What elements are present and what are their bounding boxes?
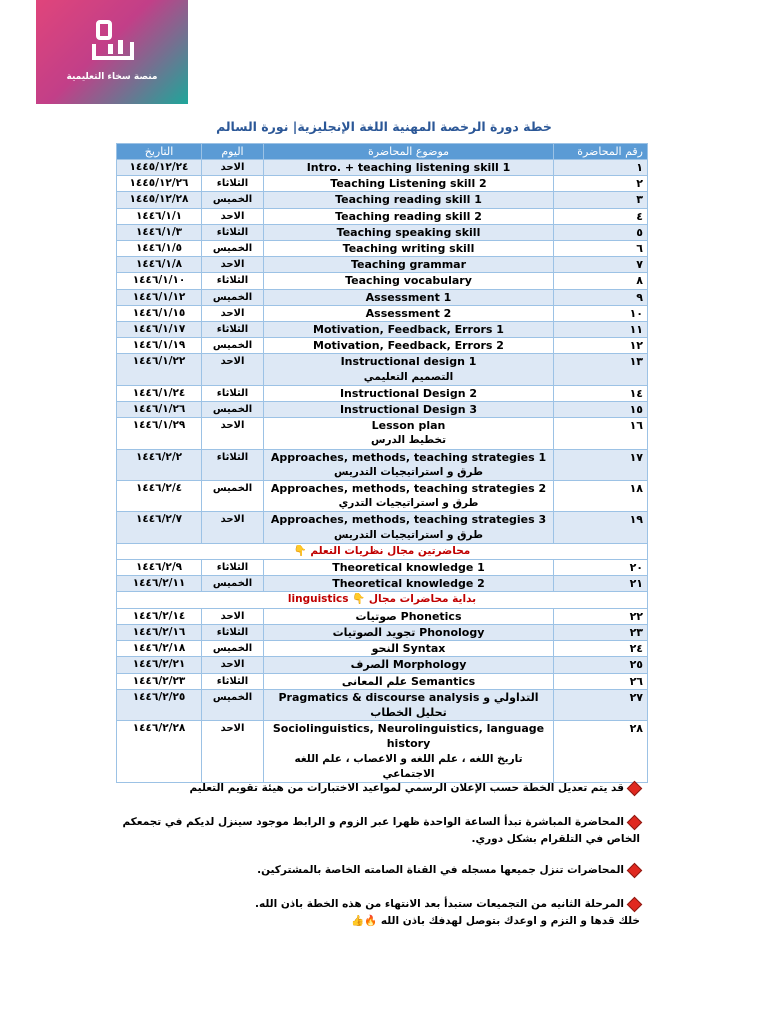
lecture-date: ١٤٤٦/١/١٩ bbox=[117, 338, 202, 354]
closing-text: خلك قدها و التزم و اوعدك بتوصل لهدفك باذن الله bbox=[380, 915, 640, 927]
note-item bbox=[110, 896, 640, 913]
red-diamond-icon bbox=[627, 862, 643, 878]
lecture-number: ٢٨ bbox=[554, 721, 648, 783]
note-text: المرحلة الثانيه من التجميعات ستبدأ بعد الانتهاء من هذه الخطة باذن الله. bbox=[254, 898, 624, 910]
lecture-day: الخميس bbox=[202, 689, 264, 720]
topic-arabic-subtitle: تخطيط الدرس bbox=[370, 434, 447, 447]
note-text: المحاضرات تنزل جميعها مسجله في القناة الصامته الخاصة بالمشتركين. bbox=[257, 864, 624, 876]
topic-title: Motivation, Feedback, Errors 1 bbox=[313, 323, 504, 337]
topic-title: Intro. + teaching listening skill 1 bbox=[306, 161, 511, 174]
lecture-number: ٦ bbox=[554, 241, 648, 257]
lecture-number: ٢٦ bbox=[554, 673, 648, 689]
topic-title: Lesson plan bbox=[371, 419, 446, 433]
lecture-number: ٢ bbox=[554, 176, 648, 192]
header-date: التاريخ bbox=[117, 144, 202, 160]
lecture-number: ٩ bbox=[554, 289, 648, 305]
table-row bbox=[117, 273, 648, 289]
lecture-number: ٣ bbox=[554, 192, 648, 208]
table-row bbox=[117, 322, 648, 338]
lecture-day: الثلاثاء bbox=[202, 449, 264, 480]
table-row bbox=[117, 338, 648, 354]
lecture-day: الاحد bbox=[202, 657, 264, 673]
lecture-topic bbox=[264, 481, 554, 512]
lecture-topic bbox=[264, 418, 554, 449]
table-row bbox=[117, 512, 648, 543]
lecture-date: ١٤٤٦/١/١٠ bbox=[117, 273, 202, 289]
brand-logo-mark bbox=[90, 18, 136, 64]
note-item bbox=[110, 862, 640, 879]
topic-title: Approaches, methods, teaching strategies 1 bbox=[270, 450, 547, 464]
lecture-topic bbox=[264, 402, 554, 418]
lecture-number: ٢١ bbox=[554, 576, 648, 592]
lecture-topic bbox=[264, 641, 554, 657]
table-row bbox=[117, 402, 648, 418]
lecture-day: الثلاثاء bbox=[202, 322, 264, 338]
lecture-day: الثلاثاء bbox=[202, 624, 264, 640]
lecture-day: الخميس bbox=[202, 641, 264, 657]
lecture-date: ١٤٤٦/١/١٥ bbox=[117, 305, 202, 321]
topic-arabic-subtitle: تاريخ اللغه ، علم اللغه و الاعصاب ، علم اللغه الاجتماعي bbox=[294, 752, 523, 780]
lecture-date: ١٤٤٦/١/٢٦ bbox=[117, 402, 202, 418]
note-text: قد يتم تعديل الخطة حسب الإعلان الرسمي لمواعيد الاختبارات من هيئة تقويم التعليم bbox=[189, 782, 624, 794]
section-row bbox=[117, 543, 648, 559]
lecture-day: الاحد bbox=[202, 512, 264, 543]
table-row bbox=[117, 673, 648, 689]
lecture-date: ١٤٤٦/١/٣ bbox=[117, 224, 202, 240]
table-row bbox=[117, 560, 648, 576]
lecture-day: الثلاثاء bbox=[202, 385, 264, 401]
lecture-topic bbox=[264, 257, 554, 273]
lecture-topic bbox=[264, 385, 554, 401]
topic-title: Teaching grammar bbox=[350, 258, 467, 272]
header-lecture-number: رقم المحاضرة bbox=[554, 144, 648, 160]
topic-title: تجويد الصوتيات Phonology bbox=[332, 625, 485, 639]
brand-name: منصة سخاء التعليمية bbox=[66, 72, 158, 82]
lecture-topic bbox=[264, 322, 554, 338]
lecture-number: ١٧ bbox=[554, 449, 648, 480]
lecture-topic bbox=[264, 192, 554, 208]
lecture-number: ١٨ bbox=[554, 481, 648, 512]
lecture-number: ١٢ bbox=[554, 338, 648, 354]
topic-arabic-subtitle: طرق و استراتيجيات التدريس bbox=[334, 465, 483, 478]
header-day: اليوم bbox=[202, 144, 264, 160]
table-row bbox=[117, 241, 648, 257]
lecture-number: ١ bbox=[554, 160, 648, 176]
course-plan-table bbox=[116, 143, 648, 783]
topic-arabic-subtitle: طرق و استراتيجيات التدري bbox=[338, 497, 479, 510]
topic-title: علم المعانى Semantics bbox=[341, 674, 476, 688]
topic-title: Teaching writing skill bbox=[342, 242, 475, 256]
lecture-day: الخميس bbox=[202, 192, 264, 208]
fire-thumbs-up-icon: 🔥👍 bbox=[351, 915, 378, 927]
lecture-topic bbox=[264, 673, 554, 689]
table-row bbox=[117, 208, 648, 224]
lecture-topic bbox=[264, 512, 554, 543]
note-item bbox=[110, 780, 640, 797]
lecture-number: ٨ bbox=[554, 273, 648, 289]
topic-title: Instructional Design 2 bbox=[339, 386, 478, 400]
table-row bbox=[117, 385, 648, 401]
lecture-number: ١٩ bbox=[554, 512, 648, 543]
lecture-day: الثلاثاء bbox=[202, 224, 264, 240]
lecture-date: ١٤٤٦/٢/٢٨ bbox=[117, 721, 202, 783]
table-row bbox=[117, 305, 648, 321]
topic-title: الصرف Morphology bbox=[350, 658, 467, 672]
lecture-date: ١٤٤٦/١/١٧ bbox=[117, 322, 202, 338]
section-label: محاضرتين مجال نظريات التعلم 👇 bbox=[117, 543, 648, 559]
lecture-number: ١٣ bbox=[554, 354, 648, 385]
table-row bbox=[117, 224, 648, 240]
lecture-date: ١٤٤٥/١٢/٢٤ bbox=[117, 160, 202, 176]
lecture-topic bbox=[264, 560, 554, 576]
lecture-date: ١٤٤٦/١/٢٩ bbox=[117, 418, 202, 449]
lecture-number: ٢٣ bbox=[554, 624, 648, 640]
lecture-topic bbox=[264, 689, 554, 720]
table-row bbox=[117, 657, 648, 673]
topic-title: Teaching Listening skill 2 bbox=[330, 177, 487, 191]
lecture-date: ١٤٤٦/١/٨ bbox=[117, 257, 202, 273]
lecture-topic bbox=[264, 576, 554, 592]
lecture-day: الاحد bbox=[202, 354, 264, 385]
topic-title: النحو Syntax bbox=[371, 642, 446, 656]
lecture-day: الخميس bbox=[202, 402, 264, 418]
lecture-date: ١٤٤٦/٢/٢١ bbox=[117, 657, 202, 673]
topic-title: Sociolinguistics, Neurolinguistics, language history bbox=[272, 722, 545, 751]
lecture-date: ١٤٤٦/٢/١١ bbox=[117, 576, 202, 592]
lecture-topic bbox=[264, 721, 554, 783]
lecture-number: ٤ bbox=[554, 208, 648, 224]
table-row bbox=[117, 257, 648, 273]
lecture-number: ٢٢ bbox=[554, 608, 648, 624]
lecture-date: ١٤٤٦/٢/٧ bbox=[117, 512, 202, 543]
lecture-day: الخميس bbox=[202, 241, 264, 257]
table-row bbox=[117, 576, 648, 592]
table-header-row bbox=[117, 144, 648, 160]
lecture-number: ٢٠ bbox=[554, 560, 648, 576]
topic-arabic-subtitle: طرق و استراتيجيات التدريس bbox=[334, 528, 483, 541]
section-row bbox=[117, 592, 648, 608]
topic-title: Teaching reading skill 1 bbox=[335, 193, 482, 207]
lecture-topic bbox=[264, 208, 554, 224]
lecture-topic bbox=[264, 354, 554, 385]
lecture-date: ١٤٤٦/١/١ bbox=[117, 208, 202, 224]
lecture-number: ١٤ bbox=[554, 385, 648, 401]
lecture-day: الثلاثاء bbox=[202, 673, 264, 689]
lecture-day: الاحد bbox=[202, 160, 264, 176]
table-row bbox=[117, 418, 648, 449]
lecture-day: الاحد bbox=[202, 305, 264, 321]
table-row bbox=[117, 192, 648, 208]
lecture-date: ١٤٤٥/١٢/٢٦ bbox=[117, 176, 202, 192]
lecture-day: الاحد bbox=[202, 257, 264, 273]
lecture-topic bbox=[264, 176, 554, 192]
lecture-day: الاحد bbox=[202, 608, 264, 624]
red-diamond-icon bbox=[627, 780, 643, 796]
table-row bbox=[117, 721, 648, 783]
lecture-number: ١٥ bbox=[554, 402, 648, 418]
lecture-date: ١٤٤٥/١٢/٢٨ bbox=[117, 192, 202, 208]
note-item bbox=[110, 814, 640, 848]
lecture-date: ١٤٤٦/١/١٢ bbox=[117, 289, 202, 305]
lecture-topic bbox=[264, 224, 554, 240]
topic-title: Approaches, methods, teaching strategies 3 bbox=[270, 513, 547, 527]
lecture-day: الثلاثاء bbox=[202, 560, 264, 576]
topic-title: Teaching speaking skill bbox=[336, 225, 481, 239]
topic-title: Motivation, Feedback, Errors 2 bbox=[313, 339, 504, 353]
lecture-day: الثلاثاء bbox=[202, 273, 264, 289]
lecture-date: ١٤٤٦/٢/١٨ bbox=[117, 641, 202, 657]
lecture-date: ١٤٤٦/٢/١٤ bbox=[117, 608, 202, 624]
table-row bbox=[117, 624, 648, 640]
lecture-day: الخميس bbox=[202, 576, 264, 592]
topic-title: صوتيات Phonetics bbox=[355, 609, 462, 623]
lecture-date: ١٤٤٦/٢/١٦ bbox=[117, 624, 202, 640]
lecture-number: ١١ bbox=[554, 322, 648, 338]
red-diamond-icon bbox=[627, 814, 643, 830]
lecture-topic bbox=[264, 338, 554, 354]
topic-title: Pragmatics & discourse analysis التداولي و تحليل الخطاب bbox=[278, 690, 539, 719]
lecture-topic bbox=[264, 657, 554, 673]
lecture-topic bbox=[264, 273, 554, 289]
lecture-day: الاحد bbox=[202, 721, 264, 783]
lecture-date: ١٤٤٦/٢/٢٥ bbox=[117, 689, 202, 720]
lecture-date: ١٤٤٦/٢/٤ bbox=[117, 481, 202, 512]
page-title: خطة دورة الرخصة المهنية اللغة الإنجليزية| نورة السالم bbox=[216, 119, 552, 134]
lecture-date: ١٤٤٦/٢/٢٣ bbox=[117, 673, 202, 689]
table-row bbox=[117, 449, 648, 480]
brand-logo bbox=[36, 0, 188, 104]
lecture-topic bbox=[264, 305, 554, 321]
header-topic: موضوع المحاضرة bbox=[264, 144, 554, 160]
topic-title: Instructional design 1 bbox=[340, 355, 477, 369]
lecture-day: الخميس bbox=[202, 338, 264, 354]
lecture-day: الخميس bbox=[202, 289, 264, 305]
table-row bbox=[117, 608, 648, 624]
lecture-topic bbox=[264, 241, 554, 257]
lecture-date: ١٤٤٦/٢/٢ bbox=[117, 449, 202, 480]
table-row bbox=[117, 481, 648, 512]
lecture-number: ٥ bbox=[554, 224, 648, 240]
topic-arabic-subtitle: التصميم التعليمي bbox=[363, 370, 454, 383]
table-row bbox=[117, 354, 648, 385]
closing-line bbox=[110, 913, 640, 930]
table-row bbox=[117, 289, 648, 305]
topic-title: Theoretical knowledge 2 bbox=[332, 577, 485, 591]
topic-title: Approaches, methods, teaching strategies 2 bbox=[270, 482, 547, 496]
lecture-topic bbox=[264, 449, 554, 480]
lecture-number: ١٦ bbox=[554, 418, 648, 449]
lecture-day: الخميس bbox=[202, 481, 264, 512]
lecture-number: ٧ bbox=[554, 257, 648, 273]
lecture-day: الاحد bbox=[202, 208, 264, 224]
note-text: المحاضرة المباشرة تبدأ الساعة الواحدة ظهرا عبر الزوم و الرابط موجود سينزل لديكم في تجمعكم الخاص في التلقرام بشكل دوري. bbox=[122, 816, 640, 845]
topic-title: Assessment 1 bbox=[365, 290, 452, 304]
lecture-date: ١٤٤٦/١/٢٤ bbox=[117, 385, 202, 401]
lecture-topic bbox=[264, 289, 554, 305]
table-row bbox=[117, 160, 648, 176]
lecture-day: الاحد bbox=[202, 418, 264, 449]
table-row bbox=[117, 689, 648, 720]
lecture-number: ٢٧ bbox=[554, 689, 648, 720]
topic-title: Theoretical knowledge 1 bbox=[332, 561, 485, 575]
lecture-day: الثلاثاء bbox=[202, 176, 264, 192]
lecture-date: ١٤٤٦/٢/٩ bbox=[117, 560, 202, 576]
lecture-number: ٢٤ bbox=[554, 641, 648, 657]
topic-title: Teaching reading skill 2 bbox=[335, 209, 482, 223]
lecture-topic bbox=[264, 608, 554, 624]
red-diamond-icon bbox=[627, 896, 643, 912]
topic-title: Assessment 2 bbox=[365, 306, 452, 320]
lecture-date: ١٤٤٦/١/٥ bbox=[117, 241, 202, 257]
topic-title: Instructional Design 3 bbox=[339, 403, 478, 417]
table-row bbox=[117, 176, 648, 192]
topic-title: Teaching vocabulary bbox=[345, 274, 472, 288]
lecture-number: ٢٥ bbox=[554, 657, 648, 673]
lecture-date: ١٤٤٦/١/٢٢ bbox=[117, 354, 202, 385]
section-label: بداية محاضرات مجال 👇 linguistics bbox=[117, 592, 648, 608]
table-body bbox=[117, 160, 648, 783]
table-row bbox=[117, 641, 648, 657]
lecture-number: ١٠ bbox=[554, 305, 648, 321]
lecture-topic bbox=[264, 624, 554, 640]
lecture-topic bbox=[264, 160, 554, 176]
